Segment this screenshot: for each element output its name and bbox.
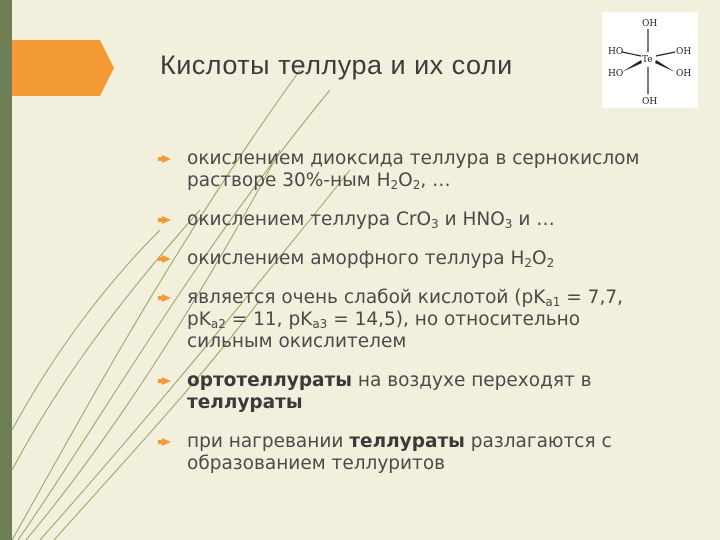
telluric-acid-structure: [602, 12, 698, 108]
ho-left-lower-label: HO: [608, 69, 624, 79]
oh-right-upper-label: OH: [676, 47, 692, 57]
item-text: O: [532, 248, 547, 269]
title-arrow: [100, 40, 114, 96]
arrow-bullet-icon: [162, 294, 171, 302]
ho-left-upper-label: HO: [608, 47, 624, 57]
item-text: , …: [420, 170, 451, 191]
title-tab: [12, 40, 100, 96]
subscript-text: 2: [412, 178, 421, 192]
list-item: [160, 370, 660, 414]
list-item: [160, 287, 660, 353]
subscript-text: 3: [504, 217, 513, 231]
subscript-text: 2: [390, 178, 399, 192]
subscript-text: a2: [210, 317, 226, 331]
oh-bottom-label: OH: [642, 97, 658, 107]
subscript-text: a1: [545, 295, 561, 309]
item-text: = 7,7, pK: [187, 287, 623, 330]
arrow-bullet-icon: [162, 216, 171, 224]
arrow-bullet-icon: [162, 438, 171, 446]
subscript-text: 3: [431, 217, 439, 231]
item-text: O: [398, 170, 413, 191]
item-text: = 11, pK: [225, 309, 313, 330]
list-item: [160, 148, 660, 192]
item-text: является очень слабой кислотой (pK: [187, 287, 546, 308]
arrow-bullet-icon: [162, 377, 171, 385]
slide-title: Кислоты теллура и их соли: [160, 50, 513, 80]
list-item: [160, 248, 660, 270]
oh-right-lower-label: OH: [676, 69, 692, 79]
item-text: = 14,5), но относительно сильным окислителем: [187, 309, 581, 352]
item-text: и HNO: [438, 209, 505, 230]
item-text: окислением аморфного теллура H: [187, 248, 525, 269]
item-text: разлагаются с образованием теллуритов: [187, 431, 612, 474]
subscript-text: 2: [524, 256, 533, 270]
bold-term: теллураты: [187, 392, 303, 413]
bold-term: ортотеллураты: [187, 370, 352, 391]
list-item: [160, 209, 660, 231]
item-text: окислением диоксида теллура в сернокислом растворе 30%-ным H: [187, 148, 640, 191]
te-atom-label: Te: [642, 55, 653, 65]
arrow-bullet-icon: [162, 155, 171, 163]
subscript-text: 2: [546, 256, 555, 270]
oh-top-label: OH: [642, 19, 658, 29]
item-text: при нагревании: [187, 431, 350, 452]
item-text: и …: [512, 209, 555, 230]
bullet-list: [160, 148, 660, 492]
arrow-bullet-icon: [162, 255, 171, 263]
list-item: [160, 431, 660, 475]
bold-term: теллураты: [349, 431, 465, 452]
item-text: на воздухе переходят в: [352, 370, 592, 391]
item-text: окислением теллура CrO: [187, 209, 432, 230]
subscript-text: a3: [312, 317, 328, 331]
